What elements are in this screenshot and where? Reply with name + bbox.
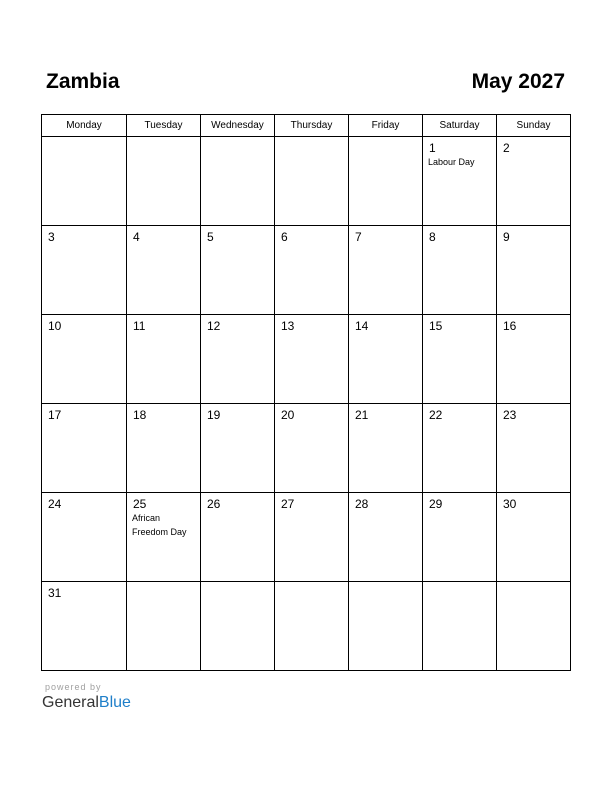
holiday-label: [275, 587, 348, 588]
day-number: 27: [281, 497, 295, 511]
calendar-day-cell: [349, 582, 423, 671]
day-number: 5: [207, 230, 214, 244]
calendar-week-row: [42, 493, 571, 582]
day-number: 10: [48, 319, 62, 333]
holiday-label: [127, 587, 200, 588]
calendar-week-row: [42, 226, 571, 315]
calendar-day-cell: [275, 315, 349, 404]
day-number: 31: [48, 586, 62, 600]
calendar-day-cell: [497, 582, 571, 671]
calendar-grid: [41, 114, 571, 671]
calendar-day-cell: [275, 582, 349, 671]
calendar-day-cell: [497, 315, 571, 404]
day-number: 18: [133, 408, 147, 422]
calendar-day-cell: [201, 404, 275, 493]
day-number: 6: [281, 230, 288, 244]
calendar-day-cell: [349, 315, 423, 404]
holiday-label: [275, 142, 348, 143]
calendar-day-cell: [497, 226, 571, 315]
weekday-header: Saturday: [423, 115, 497, 137]
calendar-day-cell: [349, 226, 423, 315]
calendar-day-cell: [42, 315, 127, 404]
calendar-day-cell: [127, 137, 201, 226]
calendar-day-cell: [42, 493, 127, 582]
day-number: 3: [48, 230, 55, 244]
calendar-day-cell: [497, 137, 571, 226]
weekday-header: Friday: [349, 115, 423, 137]
holiday-label: [201, 587, 274, 588]
holiday-label: African Freedom Day: [132, 513, 187, 537]
calendar-day-cell: [127, 226, 201, 315]
calendar-day-cell: [275, 493, 349, 582]
weekday-header: Thursday: [275, 115, 349, 137]
calendar-day-cell: [201, 493, 275, 582]
calendar-day-cell: [42, 226, 127, 315]
calendar-day-cell: [423, 404, 497, 493]
calendar-day-cell: [423, 226, 497, 315]
calendar-day-cell: [127, 582, 201, 671]
day-number: 29: [429, 497, 443, 511]
weekday-header: Monday: [42, 115, 127, 137]
logo-blue-text: Blue: [98, 694, 131, 711]
calendar-day-cell: [42, 404, 127, 493]
day-number: 17: [48, 408, 62, 422]
day-number: 23: [503, 408, 517, 422]
day-number: 7: [355, 230, 362, 244]
day-number: 1: [429, 141, 436, 155]
calendar-day-cell: [127, 315, 201, 404]
calendar-country-title: Zambia: [46, 70, 120, 93]
calendar-day-cell: [127, 404, 201, 493]
calendar-body: [42, 137, 571, 671]
calendar-day-cell: [201, 582, 275, 671]
day-number: 24: [48, 497, 62, 511]
day-number: 15: [429, 319, 443, 333]
holiday-label: [127, 142, 200, 143]
calendar-day-cell: [423, 137, 497, 226]
day-number: 25: [133, 497, 147, 511]
calendar-day-cell: [423, 582, 497, 671]
holiday-label: [201, 142, 274, 143]
calendar-day-cell: [497, 404, 571, 493]
calendar-day-cell: [497, 493, 571, 582]
calendar-week-row: [42, 582, 571, 671]
day-number: 12: [207, 319, 221, 333]
day-number: 28: [355, 497, 369, 511]
calendar-day-cell: [42, 137, 127, 226]
day-number: 11: [133, 319, 146, 333]
logo-general-text: General: [42, 694, 99, 711]
calendar-month-title: May 2027: [471, 70, 565, 93]
calendar-day-cell: [201, 226, 275, 315]
day-number: 20: [281, 408, 295, 422]
weekday-header: Wednesday: [201, 115, 275, 137]
calendar-day-cell: [275, 137, 349, 226]
calendar-day-cell: [201, 315, 275, 404]
calendar-day-cell: [275, 226, 349, 315]
day-number: 22: [429, 408, 443, 422]
calendar-day-cell: [349, 137, 423, 226]
calendar-day-cell: [201, 137, 275, 226]
day-number: 19: [207, 408, 221, 422]
holiday-label: Labour Day: [428, 157, 475, 167]
weekday-header: Tuesday: [127, 115, 201, 137]
calendar-day-cell: [349, 404, 423, 493]
day-number: 2: [503, 141, 510, 155]
calendar-week-row: [42, 315, 571, 404]
weekday-header-row: [42, 115, 571, 137]
day-number: 9: [503, 230, 510, 244]
day-number: 26: [207, 497, 221, 511]
calendar-day-cell: [127, 493, 201, 582]
weekday-header: Sunday: [497, 115, 571, 137]
day-number: 30: [503, 497, 517, 511]
calendar-day-cell: [423, 493, 497, 582]
day-number: 13: [281, 319, 295, 333]
calendar-day-cell: [349, 493, 423, 582]
day-number: 14: [355, 319, 369, 333]
calendar-day-cell: [275, 404, 349, 493]
day-number: 16: [503, 319, 517, 333]
holiday-label: [42, 142, 126, 143]
calendar-week-row: [42, 137, 571, 226]
holiday-label: [423, 587, 496, 588]
calendar-week-row: [42, 404, 571, 493]
generalblue-logo[interactable]: [42, 694, 131, 712]
holiday-label: [349, 142, 422, 143]
day-number: 4: [133, 230, 140, 244]
holiday-label: [497, 587, 570, 588]
powered-by-text: powered by: [45, 682, 102, 692]
holiday-label: [349, 587, 422, 588]
calendar-day-cell: [42, 582, 127, 671]
day-number: 21: [355, 408, 369, 422]
day-number: 8: [429, 230, 436, 244]
calendar-day-cell: [423, 315, 497, 404]
